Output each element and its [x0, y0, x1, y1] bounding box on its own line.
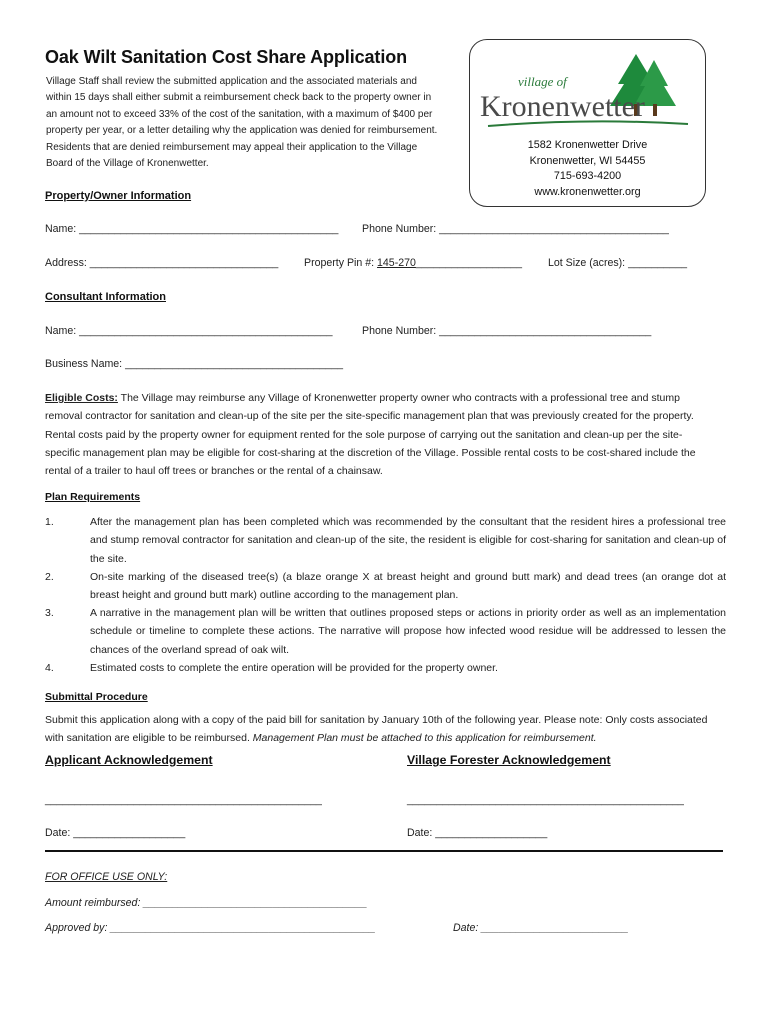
- approved-by-field[interactable]: Approved by: _____________________________________________: [45, 922, 376, 934]
- lot-size-field[interactable]: Lot Size (acres): __________: [548, 257, 687, 269]
- logo-prefix: village of: [518, 74, 567, 89]
- plan-heading: Plan Requirements: [45, 491, 141, 503]
- eligible-costs-text: The Village may reimburse any Village of Kronenwetter property owner who contracts with a professional tree and stump removal contractor for sanitation and clean-up of the site per the site-specific management plan that was previously created for the property. Rental costs paid by the property owner for equipment rented for the sole purpose of carrying out the sanitation and clean-up per the site-specific management plan may be eligible for cost-sharing at the discretion of the Village. Possible rental costs to be cost-shared include the rental of a trailer to haul off trees or branches or the rental of a chainsaw.: [45, 392, 696, 478]
- address-web: www.kronenwetter.org: [534, 185, 641, 198]
- plan-item-number: 1.: [45, 516, 54, 528]
- eligible-costs-paragraph: [45, 389, 717, 480]
- village-address: [469, 138, 706, 200]
- property-pin-field[interactable]: [304, 257, 522, 269]
- submittal-text: Submit this application along with a copy of the paid bill for sanitation by January 10th of the following year. Please note: Only costs associated with sanitation are eligible to be reimbursed.: [45, 714, 708, 745]
- pin-blank: __________________: [415, 257, 522, 269]
- submittal-note: Management Plan must be attached to this application for reimbursement.: [252, 732, 597, 745]
- applicant-ack-heading: Applicant Acknowledgement: [45, 753, 213, 767]
- logo-name: Kronenwetter: [480, 90, 645, 123]
- consultant-name-field[interactable]: Name: ___________________________________________: [45, 325, 333, 337]
- pin-label: Property Pin #:: [304, 257, 378, 269]
- amount-reimbursed-field[interactable]: Amount reimbursed: ______________________________________: [45, 897, 368, 909]
- plan-item-text: After the management plan has been completed which was recommended by the consultant that the resident hires a professional tree and stump removal contractor for sanitation and clean-up of the site, the resident is eligible for cost-sharing for sanitation and clean-up of the site.: [90, 516, 726, 565]
- consultant-heading: Consultant Information: [45, 291, 166, 303]
- pin-value: 145-270: [377, 257, 416, 269]
- plan-item-text: On-site marking of the diseased tree(s) (a blaze orange X at breast height and ground butt mark) and dead trees (an orange dot at breast height and ground butt mark) outline according to the management plan.: [90, 571, 726, 602]
- owner-phone-field[interactable]: Phone Number: _______________________________________: [362, 223, 669, 235]
- plan-item-number: 2.: [45, 571, 54, 583]
- section-divider: [45, 850, 723, 852]
- plan-item-text: A narrative in the management plan will be written that outlines proposed steps or actions in priority order as well as an implementation schedule or timeline to complete these actions. The narrative will propose how infected wood residue will be addressed to lessen the chances of the overland spread of oak wilt.: [90, 607, 726, 656]
- address-phone: 715-693-4200: [553, 170, 622, 183]
- intro-paragraph: Village Staff shall review the submitted application and the associated materials and within 15 days shall either submit a reimbursement check back to the property owner in an amount not to exceed 33% of the cost of the sanitation, with a maximum of $400 per property per year, or a letter detailing why the application was denied for reimbursement. Residents that are denied reimbursement may appeal their application to the Village Board of the Village of Kronenwetter.: [46, 76, 438, 170]
- address-street: 1582 Kronenwetter Drive: [527, 139, 648, 151]
- page-title: Oak Wilt Sanitation Cost Share Application: [45, 47, 408, 67]
- address-city: Kronenwetter, WI 54455: [529, 154, 646, 167]
- forester-ack-heading: Village Forester Acknowledgement: [407, 753, 611, 767]
- eligible-costs-label: Eligible Costs:: [45, 392, 118, 404]
- owner-name-field[interactable]: Name: ____________________________________________: [45, 223, 339, 235]
- property-heading: Property/Owner Information: [45, 190, 192, 202]
- kronenwetter-logo: [478, 48, 698, 134]
- plan-item-number: 4.: [45, 662, 54, 674]
- office-date-field[interactable]: Date: _________________________: [453, 922, 629, 934]
- submittal-paragraph: [45, 711, 725, 748]
- applicant-date-field[interactable]: Date: ___________________: [45, 827, 186, 839]
- consultant-phone-field[interactable]: Phone Number: ____________________________________: [362, 325, 652, 337]
- office-use-heading: FOR OFFICE USE ONLY:: [45, 871, 168, 883]
- plan-item-number: 3.: [45, 607, 54, 619]
- plan-item-text: Estimated costs to complete the entire operation will be provided for the property owner.: [90, 662, 498, 674]
- forester-date-field[interactable]: Date: ___________________: [407, 827, 548, 839]
- owner-address-field[interactable]: Address: ________________________________: [45, 257, 279, 269]
- submittal-heading: Submittal Procedure: [45, 691, 148, 703]
- forester-signature-line[interactable]: _______________________________________________: [407, 794, 684, 806]
- applicant-signature-line[interactable]: _______________________________________________: [45, 794, 322, 806]
- business-name-field[interactable]: Business Name: _____________________________________: [45, 358, 344, 370]
